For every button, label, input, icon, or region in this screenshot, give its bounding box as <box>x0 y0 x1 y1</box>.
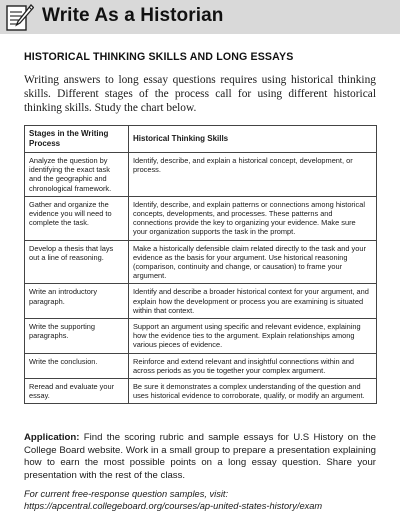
column-header-skills: Historical Thinking Skills <box>129 126 377 153</box>
footnote: For current free-response question samples, visit: https://apcentral.collegeboard.org/courses/ap-united-states-history/exam <box>24 489 323 511</box>
stage-cell: Gather and organize the evidence you will need to complete the task. <box>25 196 129 240</box>
skills-cell: Be sure it demonstrates a complex understanding of the question and uses historical evidence to corroborate, qualify, or modify an argument. <box>129 379 377 404</box>
table-row <box>25 353 377 378</box>
column-header-stages: Stages in the Writing Process <box>25 126 129 153</box>
writing-pencil-icon <box>4 2 34 33</box>
table-row <box>25 240 377 284</box>
stage-cell: Write an introductory paragraph. <box>25 284 129 319</box>
stage-cell: Analyze the question by identifying the exact task and the geographic and chronological framework. <box>25 153 129 197</box>
skills-cell: Make a historically defensible claim related directly to the task and your evidence as the basis for your argument. Use historical reasoning (comparison, continuity and change, or causation) to frame your argument. <box>129 240 377 284</box>
section-banner <box>0 0 400 34</box>
skills-table <box>24 125 377 404</box>
table-row <box>25 284 377 319</box>
stage-cell: Write the conclusion. <box>25 353 129 378</box>
table-header-row <box>25 126 377 153</box>
banner-title: Write As a Historian <box>42 5 224 26</box>
table-row <box>25 379 377 404</box>
table-row <box>25 196 377 240</box>
application-text: Find the scoring rubric and sample essays for U.S History on the College Board website. Work in a small group to prepare a presentation explaining how to earn the most possible points on a long essay question. Share your presentation with the rest of the class. <box>24 432 376 481</box>
skills-cell: Identify and describe a broader historical context for your argument, and explain how the development or process you are examining is situated within that context. <box>129 284 377 319</box>
stage-cell: Reread and evaluate your essay. <box>25 379 129 404</box>
skills-cell: Support an argument using specific and relevant evidence, explaining how the evidence ties to the argument. Explain relationships among various pieces of evidence. <box>129 319 377 354</box>
application-lead: Application: <box>24 432 80 443</box>
intro-paragraph: Writing answers to long essay questions requires using historical thinking skills. Different stages of the process call for using different historical thinking skills. Study the chart below. <box>24 74 376 114</box>
skills-cell: Reinforce and extend relevant and insightful connections within and across periods as you tie together your complex argument. <box>129 353 377 378</box>
skills-cell: Identify, describe, and explain patterns or connections among historical concepts, developments, and processes. These patterns and connections provide the key to organizing your evidence. Make sure your organization supports the task in the prompt. <box>129 196 377 240</box>
table-row <box>25 153 377 197</box>
application-paragraph <box>24 432 376 482</box>
table-row <box>25 319 377 354</box>
stage-cell: Develop a thesis that lays out a line of reasoning. <box>25 240 129 284</box>
skills-cell: Identify, describe, and explain a historical concept, development, or process. <box>129 153 377 197</box>
section-heading: HISTORICAL THINKING SKILLS AND LONG ESSAYS <box>24 51 294 63</box>
stage-cell: Write the supporting paragraphs. <box>25 319 129 354</box>
